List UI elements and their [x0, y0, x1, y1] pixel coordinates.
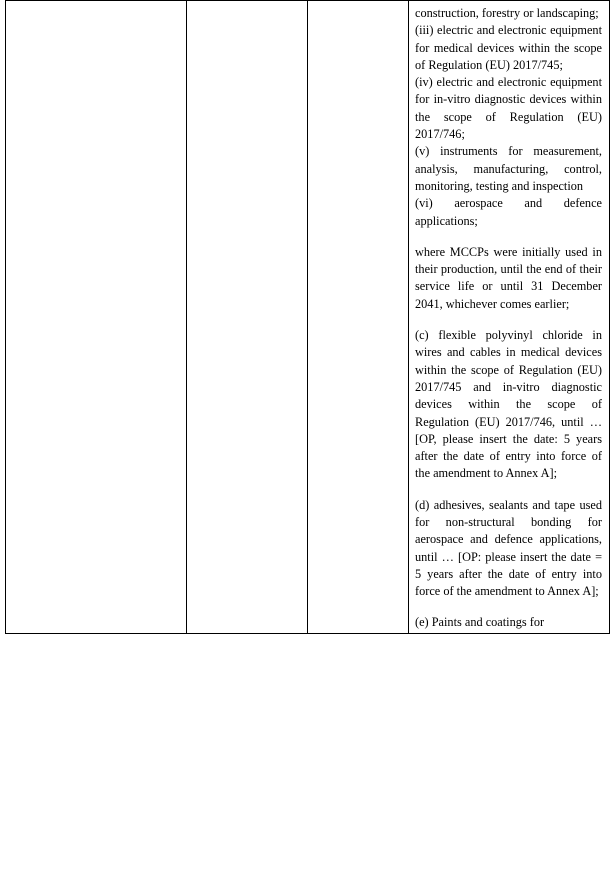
annex-table [5, 0, 610, 634]
paragraph-where-mccps: where MCCPs were initially used in their production, until the end of their service life or until 31 December 2041, whichever comes earlier; [415, 244, 602, 311]
table-cell-column-d [409, 1, 610, 634]
paragraph-item-d: (d) adhesives, sealants and tape used for non-structural bonding for aerospace and defence applications, until … [OP: please insert the date = 5 years after the date of entry into force of the amendment to Annex A]; [415, 497, 602, 599]
paragraph-item-e: (e) Paints and coatings for [415, 614, 545, 629]
paragraph-item-iv: (iv) electric and electronic equipment for in-vitro diagnostic devices within the scope of Regulation (EU) 2017/746; [415, 75, 602, 142]
table-cell-column-a [6, 1, 187, 634]
cell-b-content [187, 5, 307, 7]
paragraph-item-v: (v) instruments for measurement, analysis, manufacturing, control, monitoring, testing and inspection [415, 144, 602, 193]
table-cell-column-c [308, 1, 409, 634]
cell-a-content [6, 5, 186, 7]
cell-d-content [409, 5, 609, 633]
paragraph-construction: construction, forestry or landscaping; [415, 6, 599, 20]
cell-c-content [308, 5, 408, 7]
paragraph-item-iii: (iii) electric and electronic equipment for medical devices within the scope of Regulation (EU) 2017/745; [415, 23, 602, 72]
paragraph-item-c: (c) flexible polyvinyl chloride in wires and cables in medical devices within the scope of Regulation (EU) 2017/745 and in-vitro diagnostic devices within the scope of Regulation (EU) 2017/746, until … [OP, please insert the date: 5 years after the date of entry into force of the amendment to Annex A]; [415, 328, 602, 481]
paragraph-item-vi: (vi) aerospace and defence applications; [415, 196, 602, 228]
table-body [6, 1, 610, 634]
table-cell-column-b [187, 1, 308, 634]
table-row [6, 1, 610, 634]
